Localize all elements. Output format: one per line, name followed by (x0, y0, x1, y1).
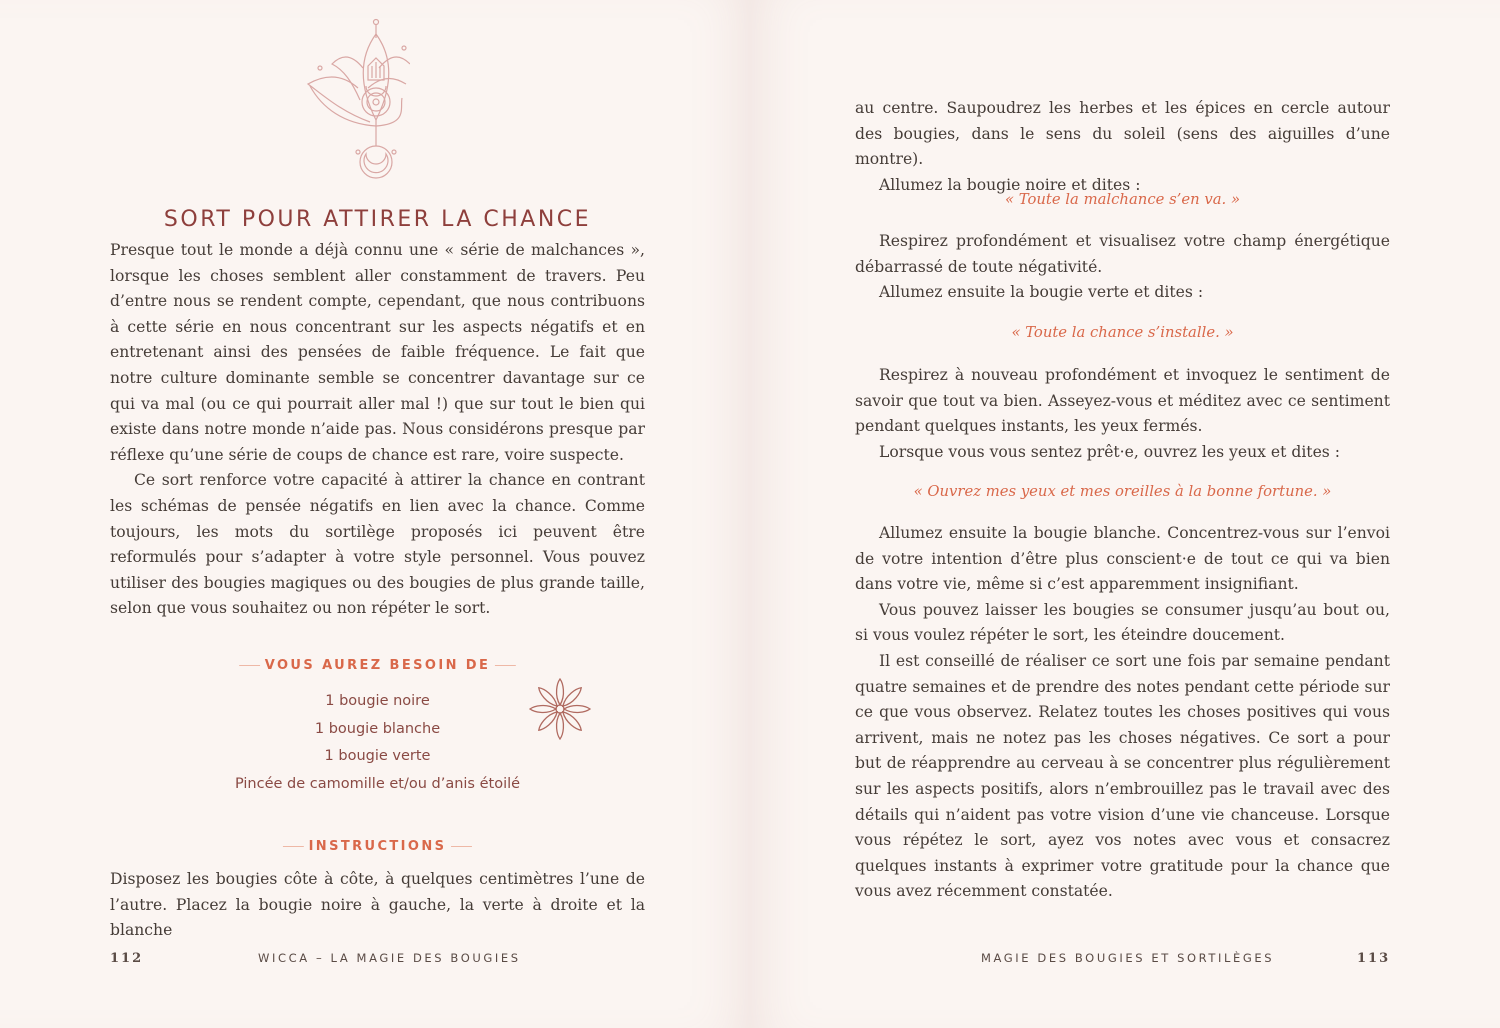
running-title-left: WICCA – LA MAGIE DES BOUGIES (258, 951, 521, 965)
body-paragraph: Il est conseillé de réaliser ce sort une fois par semaine pendant quatre semaines et de prendre des notes pendant cette période sur ce que vous observez. Relatez toutes les choses positives qui vous arrivent, mais ne notez pas les choses négatives. Ce sort a pour but de réapprendre au cerveau à se concentrer plus régulièrement sur les aspects positifs, alors n’embrouillez pas le travail avec des détails qui n’aident pas votre vision d’une vie chanceuse. Lorsque vous répétez le sort, ayez vos notes avec vous et consacrez quelques instants à exprimer votre gratitude pour la chance que vous avez récemment constatée. (855, 651, 1390, 901)
right-text-block-3 (855, 363, 1390, 465)
instructions-paragraph: Disposez les bougies côte à côte, à quelques centimètres l’une de l’autre. Placez la bougie noire à gauche, la verte à droite et la blanche (110, 870, 645, 940)
right-text-top (855, 96, 1390, 198)
heading-flourish-right: ⸺ (490, 658, 517, 673)
material-item: 1 bougie blanche (314, 720, 441, 737)
spell-title: SORT POUR ATTIRER LA CHANCE (163, 207, 592, 232)
heading-flourish-right: ⸺ (446, 839, 473, 854)
material-item: 1 bougie verte (324, 748, 431, 764)
body-paragraph: Allumez ensuite la bougie verte et dites : (879, 283, 1204, 302)
instructions-heading-label: INSTRUCTIONS (308, 839, 447, 854)
page-number-right: 113 (1357, 951, 1391, 966)
page-number-left: 112 (110, 951, 144, 966)
heading-flourish-left: ⸺ (282, 839, 309, 854)
instructions-text (110, 867, 645, 944)
materials-heading-label: VOUS AUREZ BESOIN DE (264, 658, 491, 673)
body-paragraph: Allumez la bougie noire et dites : (879, 175, 1141, 194)
spell-quote: « Ouvrez mes yeux et mes oreilles à la bonne fortune. » (913, 483, 1332, 500)
right-text-block-2 (855, 229, 1390, 306)
body-paragraph: Lorsque vous vous sentez prêt·e, ouvrez les yeux et dites : (879, 442, 1341, 461)
intro-paragraph: Ce sort renforce votre capacité à attirer la chance en contrant les schémas de pensée négatifs en lien avec la chance. Comme toujours, les mots du sortilège proposés ici peuvent être reformulés pour s’adapter à votre style personnel. Vous pouvez utiliser des bougies magiques ou des bougies de plus grande taille, selon que vous souhaitez ou non répéter le sort. (110, 471, 645, 618)
spell-quote: « Toute la malchance s’en va. » (1004, 191, 1240, 208)
body-paragraph: Respirez à nouveau profondément et invoquez le sentiment de savoir que tout va bien. Asseyez-vous et méditez avec ce sentiment pendant quelques instants, les yeux fermés. (855, 366, 1390, 436)
material-item: Pincée de camomille et/ou d’anis étoilé (234, 775, 521, 792)
right-text-block-4 (855, 521, 1390, 905)
intro-text (110, 238, 645, 622)
spell-quote: « Toute la chance s’installe. » (1011, 324, 1234, 341)
body-paragraph: au centre. Saupoudrez les herbes et les épices en cercle autour des bougies, dans le sens du soleil (sens des aiguilles d’une montre). (855, 99, 1390, 169)
heading-flourish-left: ⸺ (238, 658, 265, 673)
intro-paragraph: Presque tout le monde a déjà connu une « série de malchances », lorsque les choses semblent aller constamment de travers. Peu d’entre nous se rendent compte, cependant, que nous contribuons à cette série en nous concentrant sur les aspects négatifs et en entretenant ainsi des pensées de faible fréquence. Le fait que notre culture dominante semble se concentrer davantage sur ce qui va mal (ou ce qui pourrait aller mal !) que sur tout le bien qui existe dans notre monde n’aide pas. Nous considérons presque par réflexe qu’une série de coups de chance est rare, voire suspecte. (110, 241, 645, 464)
materials-heading (110, 654, 645, 673)
star-anise-icon (527, 676, 593, 742)
body-paragraph: Allumez ensuite la bougie blanche. Concentrez-vous sur l’envoi de votre intention d’être plus conscient·e de tout ce qui va bien dans votre vie, même si c’est apparemment insignifiant. (855, 524, 1390, 594)
material-item: 1 bougie noire (325, 693, 430, 709)
lotus-ornament-icon (300, 8, 410, 184)
body-paragraph: Vous pouvez laisser les bougies se consumer jusqu’au bout ou, si vous voulez répéter le sort, les éteindre doucement. (855, 600, 1390, 645)
body-paragraph: Respirez profondément et visualisez votre champ énergétique débarrassé de toute négativité. (855, 232, 1390, 276)
instructions-heading (110, 835, 645, 854)
running-title-right: MAGIE DES BOUGIES ET SORTILÈGES (981, 951, 1275, 965)
